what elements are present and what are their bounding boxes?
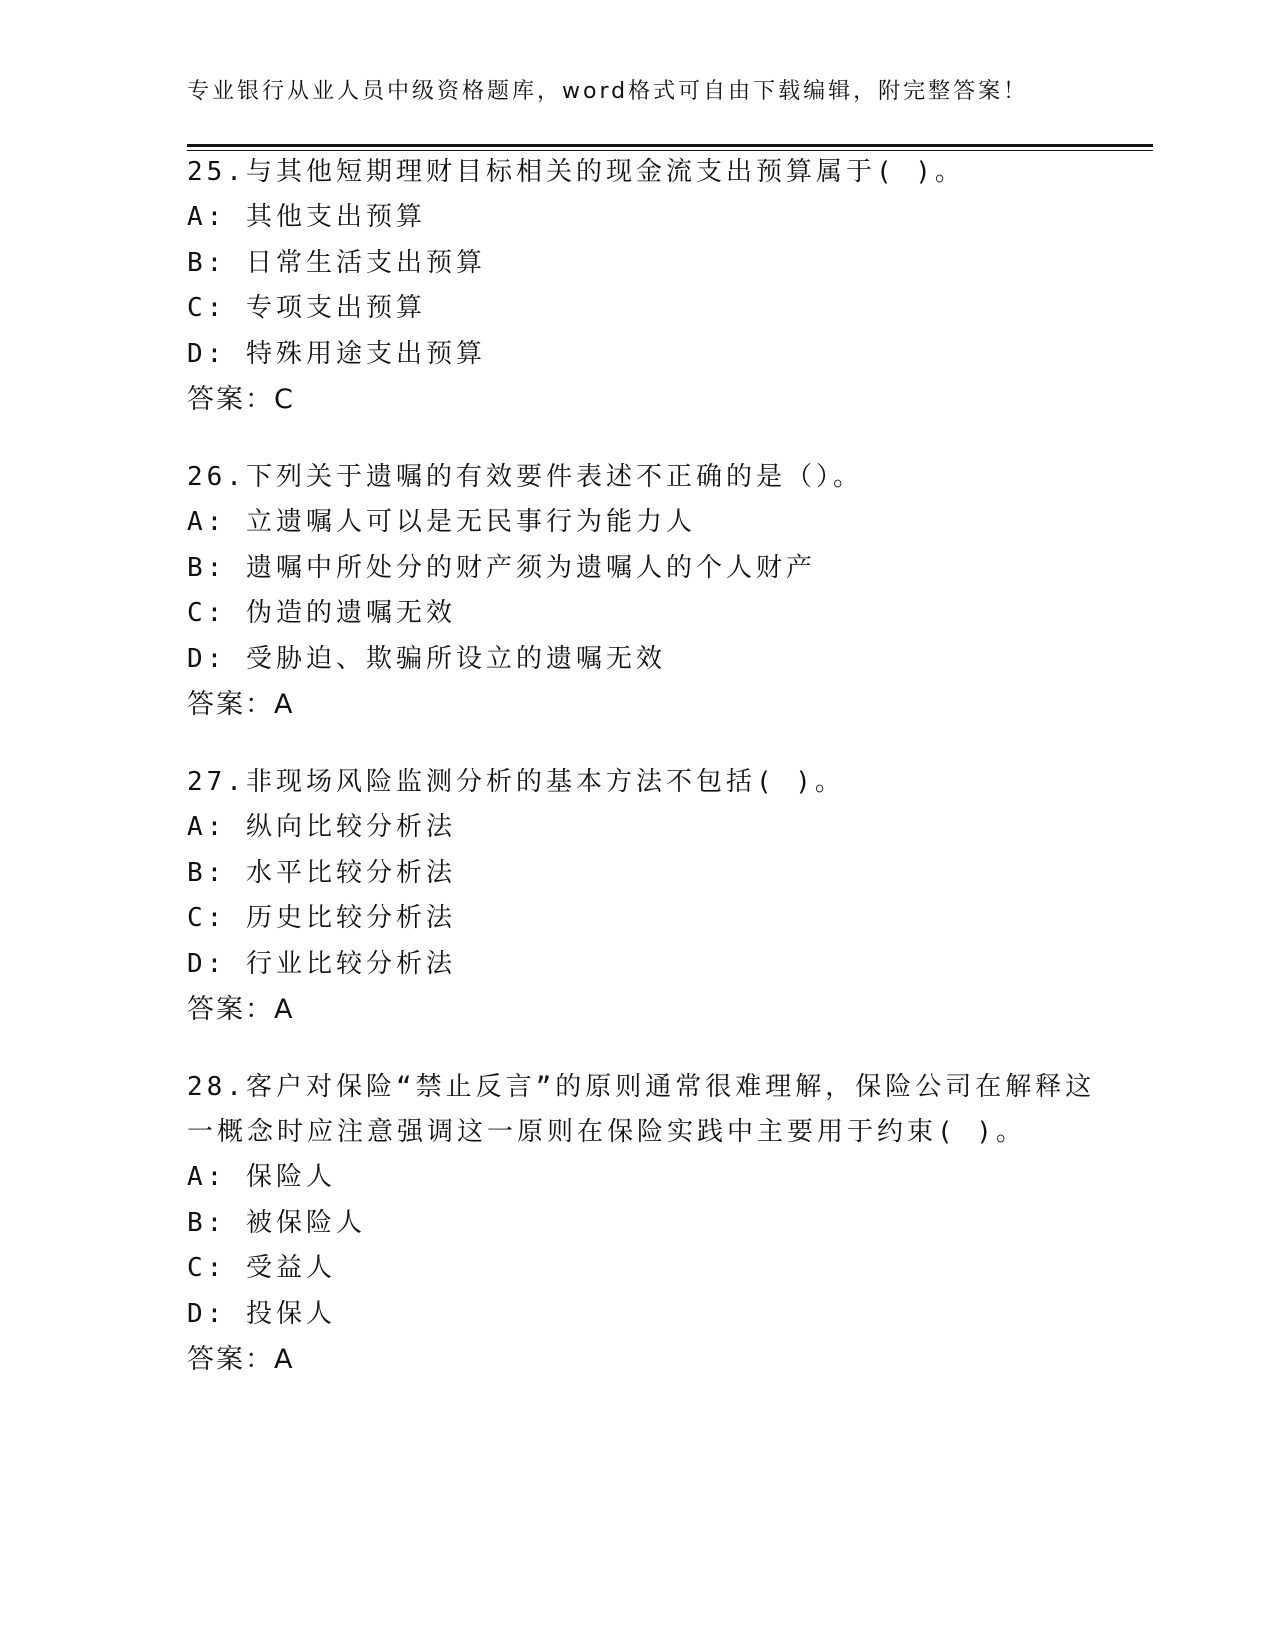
option-b: B: 水平比较分析法 xyxy=(187,857,456,888)
option-d: D: 受胁迫、欺骗所设立的遗嘱无效 xyxy=(187,643,666,674)
option-b: B: 日常生活支出预算 xyxy=(187,247,486,278)
question-block xyxy=(187,760,1087,1032)
option-d: D: 特殊用途支出预算 xyxy=(187,338,486,369)
option-c: C: 专项支出预算 xyxy=(187,293,426,323)
question-text: 25.与其他短期理财目标相关的现金流支出预算属于( )。 xyxy=(187,157,965,187)
header-rule-thick xyxy=(187,144,1153,147)
question-text: 27.非现场风险监测分析的基本方法不包括( )。 xyxy=(187,767,845,797)
option-a: A: 其他支出预算 xyxy=(187,202,426,232)
question-block xyxy=(187,1065,1096,1382)
question-block xyxy=(187,455,1087,727)
option-a: A: 立遗嘱人可以是无民事行为能力人 xyxy=(187,507,696,537)
option-d: D: 行业比较分析法 xyxy=(187,948,456,979)
answer-text: 答案：A xyxy=(187,994,295,1025)
question-text-line-1: 28.客户对保险“禁止反言”的原则通常很难理解，保险公司在解释这 xyxy=(187,1072,1096,1102)
option-c: C: 历史比较分析法 xyxy=(187,903,456,933)
option-c: C: 伪造的遗嘱无效 xyxy=(187,598,456,628)
question-block xyxy=(187,150,1087,422)
option-a: A: 保险人 xyxy=(187,1162,336,1192)
answer-text: 答案：A xyxy=(187,689,295,720)
answer-text: 答案：A xyxy=(187,1344,295,1375)
answer-text: 答案：C xyxy=(187,384,295,415)
option-a: A: 纵向比较分析法 xyxy=(187,812,456,842)
page-header: 专业银行从业人员中级资格题库，word格式可自由下载编辑，附完整答案！ xyxy=(187,79,1029,104)
question-text-line-2: 一概念时应注意强调这一原则在保险实践中主要用于约束( )。 xyxy=(187,1117,1026,1147)
option-d: D: 投保人 xyxy=(187,1298,336,1329)
option-c: C: 受益人 xyxy=(187,1253,336,1283)
question-text: 26.下列关于遗嘱的有效要件表述不正确的是（）。 xyxy=(187,462,863,492)
option-b: B: 遗嘱中所处分的财产须为遗嘱人的个人财产 xyxy=(187,552,816,583)
option-b: B: 被保险人 xyxy=(187,1207,366,1238)
